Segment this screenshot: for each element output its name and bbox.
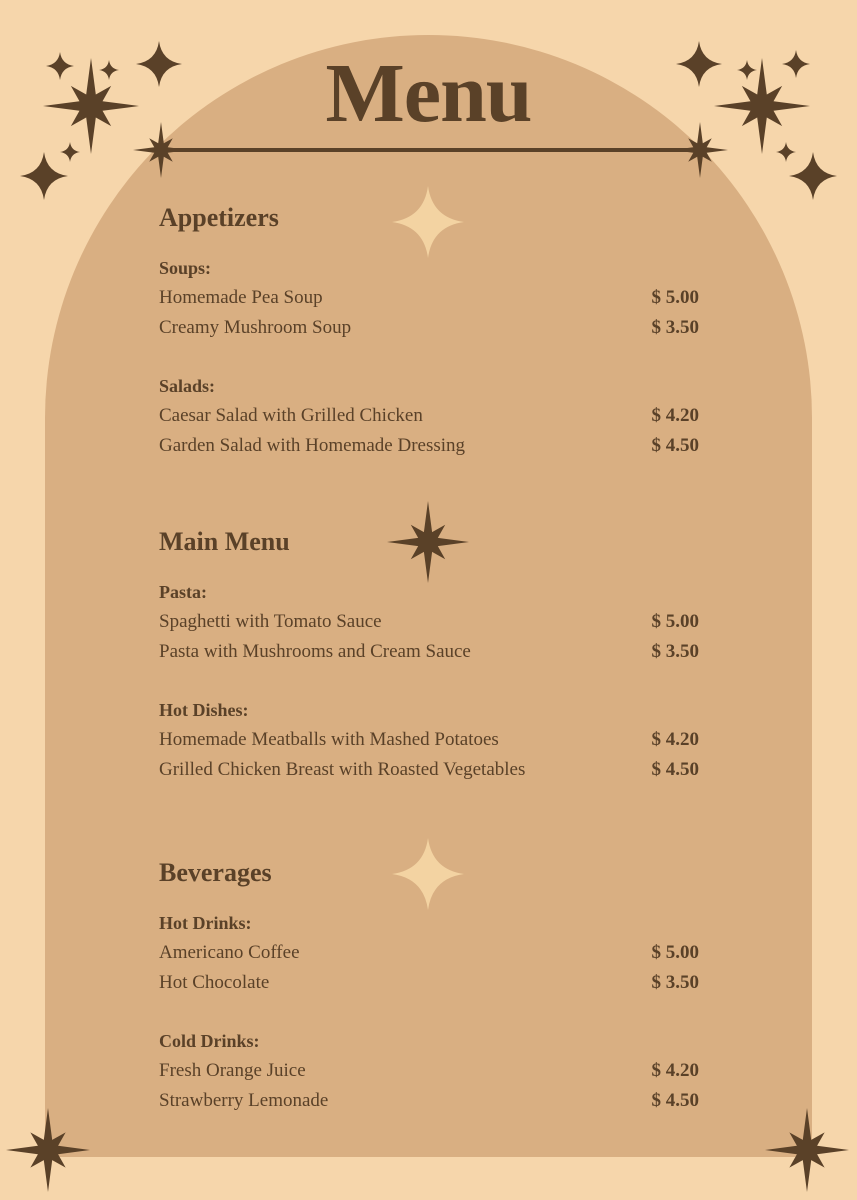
menu-category (159, 1032, 699, 1120)
item-price: $ 5.00 (651, 611, 699, 632)
menu-item (159, 972, 699, 1002)
item-name: Strawberry Lemonade (159, 1090, 329, 1111)
item-price: $ 4.20 (651, 729, 699, 750)
item-price: $ 3.50 (651, 972, 699, 993)
item-name: Spaghetti with Tomato Sauce (159, 611, 382, 632)
menu-item (159, 759, 699, 789)
item-price: $ 4.20 (651, 1060, 699, 1081)
menu-item (159, 317, 699, 347)
page-title: Menu (325, 47, 532, 140)
menu-item (159, 641, 699, 671)
item-name: Americano Coffee (159, 942, 300, 963)
sparkle-icon (789, 152, 837, 200)
item-price: $ 5.00 (651, 942, 699, 963)
menu-category (159, 259, 699, 347)
section-title: Appetizers (159, 203, 279, 232)
menu-item (159, 611, 699, 641)
item-name: Creamy Mushroom Soup (159, 317, 352, 338)
sparkle-icon (60, 142, 80, 162)
item-price: $ 4.50 (651, 759, 699, 780)
item-price: $ 5.00 (651, 287, 699, 308)
menu-category (159, 377, 699, 465)
menu-item (159, 435, 699, 465)
item-name: Homemade Meatballs with Mashed Potatoes (159, 729, 499, 750)
item-name: Homemade Pea Soup (159, 287, 323, 308)
menu-item (159, 1090, 699, 1120)
item-price: $ 4.50 (651, 1090, 699, 1111)
menu-item (159, 729, 699, 759)
item-name: Garden Salad with Homemade Dressing (159, 435, 466, 456)
menu-category (159, 583, 699, 671)
item-price: $ 4.50 (651, 435, 699, 456)
menu-item (159, 1060, 699, 1090)
item-name: Hot Chocolate (159, 972, 270, 993)
category-label: Hot Drinks: (159, 913, 252, 933)
item-price: $ 3.50 (651, 641, 699, 662)
sparkle-icon (765, 1104, 849, 1196)
category-label: Hot Dishes: (159, 700, 249, 720)
item-name: Caesar Salad with Grilled Chicken (159, 405, 423, 426)
menu-category (159, 701, 699, 789)
category-label: Cold Drinks: (159, 1031, 260, 1051)
item-name: Pasta with Mushrooms and Cream Sauce (159, 641, 471, 662)
menu-category (159, 914, 699, 1002)
section-title: Beverages (159, 858, 272, 887)
item-name: Grilled Chicken Breast with Roasted Vegetables (159, 759, 526, 780)
category-label: Salads: (159, 376, 216, 396)
item-price: $ 4.20 (651, 405, 699, 426)
main-menu-section (159, 529, 699, 819)
category-label: Soups: (159, 258, 212, 278)
item-price: $ 3.50 (651, 317, 699, 338)
category-label: Pasta: (159, 582, 207, 602)
menu-item (159, 942, 699, 972)
menu-item (159, 405, 699, 435)
appetizers-section (159, 205, 699, 495)
sparkle-icon (6, 1104, 90, 1196)
item-name: Fresh Orange Juice (159, 1060, 306, 1081)
sparkle-icon (776, 142, 796, 162)
beverages-section (159, 860, 699, 1150)
menu-item (159, 287, 699, 317)
section-title: Main Menu (159, 527, 290, 556)
title-divider (160, 148, 700, 152)
